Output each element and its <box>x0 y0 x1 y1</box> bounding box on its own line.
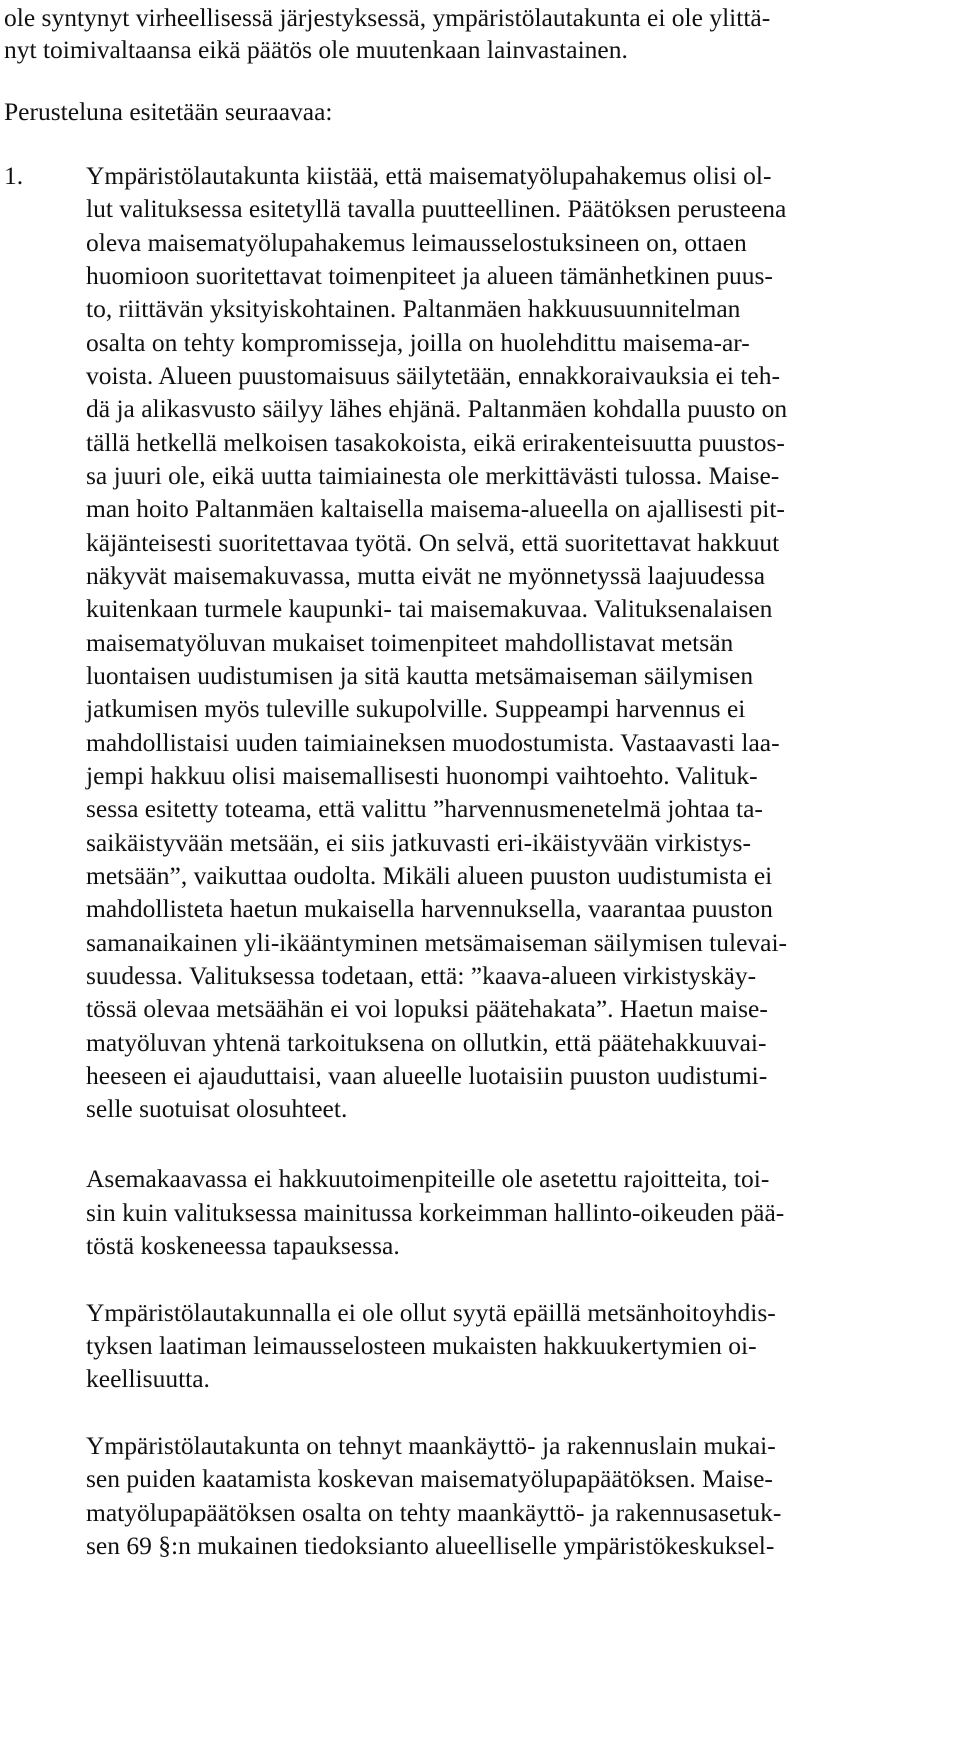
item1-line: näkyvät maisemakuvassa, mutta eivät ne myönnetyssä laajuudessa <box>86 561 766 590</box>
intro-line: ole syntynyt virheellisessä järjestyksessä, ympäristölautakunta ei ole ylittä- <box>4 3 771 32</box>
item1-line: sessa esitetty toteama, että valittu ”harvennusmenetelmä johtaa ta- <box>86 794 763 823</box>
item1-line: samanaikainen yli-ikääntyminen metsämaiseman säilymisen tulevai- <box>86 928 788 957</box>
item1-line: mahdollistaisi uuden taimiaineksen muodostumista. Vastaavasti laa- <box>86 728 780 757</box>
item1-line: kuitenkaan turmele kaupunki- tai maisemakuvaa. Valituksenalaisen <box>86 594 773 623</box>
intro-line: nyt toimivaltaansa eikä päätös ole muutenkaan lainvastainen. <box>4 35 628 64</box>
item1-line: luontaisen uudistumisen ja sitä kautta metsämaiseman säilymisen <box>86 661 754 690</box>
item1-line: tössä olevaa metsäähän ei voi lopuksi päätehakata”. Haetun maise- <box>86 994 768 1023</box>
item1-line: saikäistyvään metsään, ei siis jatkuvasti eri-ikäistyvään virkistys- <box>86 828 751 857</box>
item1-line: huomioon suoritettavat toimenpiteet ja alueen tämänhetkinen puus- <box>86 261 773 290</box>
para2-line: sin kuin valituksessa mainitussa korkeimman hallinto-oikeuden pää- <box>86 1198 785 1227</box>
para4-line: sen puiden kaatamista koskevan maisematyölupapäätöksen. Maise- <box>86 1464 773 1493</box>
item1-line: man hoito Paltanmäen kaltaisella maisema-alueella on ajallisesti pit- <box>86 494 785 523</box>
para2-line: Asemakaavassa ei hakkuutoimenpiteille ole asetettu rajoitteita, toi- <box>86 1164 770 1193</box>
item1-line: oleva maisematyölupahakemus leimausselostuksineen on, ottaen <box>86 228 747 257</box>
para2-line: töstä koskeneessa tapauksessa. <box>86 1231 400 1260</box>
item1-line: to, riittävän yksityiskohtainen. Paltanmäen hakkuusuunnitelman <box>86 294 741 323</box>
item1-line: käjänteisesti suoritettavaa työtä. On selvä, että suoritettavat hakkuut <box>86 528 780 557</box>
item1-line: voista. Alueen puustomaisuus säilytetään, ennakkoraivauksia ei teh- <box>86 361 780 390</box>
item1-line: tällä hetkellä melkoisen tasakokoista, eikä erirakenteisuutta puustos- <box>86 428 785 457</box>
para3-line: Ympäristölautakunnalla ei ole ollut syytä epäillä metsänhoitoyhdis- <box>86 1298 776 1327</box>
para4-line: Ympäristölautakunta on tehnyt maankäyttö- ja rakennuslain mukai- <box>86 1431 776 1460</box>
para4-line: matyölupapäätöksen osalta on tehty maankäyttö- ja rakennusasetuk- <box>86 1498 782 1527</box>
item1-line: dä ja alikasvusto säilyy lähes ehjänä. Paltanmäen kohdalla puusto on <box>86 394 788 423</box>
para4-line: sen 69 §:n mukainen tiedoksianto alueelliselle ympäristökeskuksel- <box>86 1531 775 1560</box>
para3-line: keellisuutta. <box>86 1364 210 1393</box>
item1-line: sa juuri ole, eikä uutta taimiainesta ole merkittävästi tulossa. Maise- <box>86 461 780 490</box>
item1-line: Ympäristölautakunta kiistää, että maisematyölupahakemus olisi ol- <box>86 161 772 190</box>
item1-line: matyöluvan yhtenä tarkoituksena on ollutkin, että päätehakkuuvai- <box>86 1028 767 1057</box>
para3-line: tyksen laatiman leimausselosteen mukaisten hakkuukertymien oi- <box>86 1331 757 1360</box>
item1-line: selle suotuisat olosuhteet. <box>86 1094 348 1123</box>
lead-sentence: Perusteluna esitetään seuraavaa: <box>4 97 333 126</box>
item1-line: jempi hakkuu olisi maisemallisesti huonompi vaihtoehto. Valituk- <box>86 761 758 790</box>
item1-line: maisematyöluvan mukaiset toimenpiteet mahdollistavat metsän <box>86 628 734 657</box>
item1-line: osalta on tehty kompromisseja, joilla on huolehdittu maisema-ar- <box>86 328 750 357</box>
list-number: 1. <box>4 161 24 190</box>
item1-line: mahdollisteta haetun mukaisella harvennuksella, vaarantaa puuston <box>86 894 773 923</box>
item1-line: lut valituksessa esitetyllä tavalla puutteellinen. Päätöksen perusteena <box>86 194 787 223</box>
item1-line: heeseen ei ajauduttaisi, vaan alueelle luotaisiin puuston uudistumi- <box>86 1061 768 1090</box>
item1-line: suudessa. Valituksessa todetaan, että: ”kaava-alueen virkistyskäy- <box>86 961 757 990</box>
item1-line: metsään”, vaikuttaa oudolta. Mikäli alueen puuston uudistumista ei <box>86 861 773 890</box>
item1-line: jatkumisen myös tuleville sukupolville. Suppeampi harvennus ei <box>86 694 746 723</box>
